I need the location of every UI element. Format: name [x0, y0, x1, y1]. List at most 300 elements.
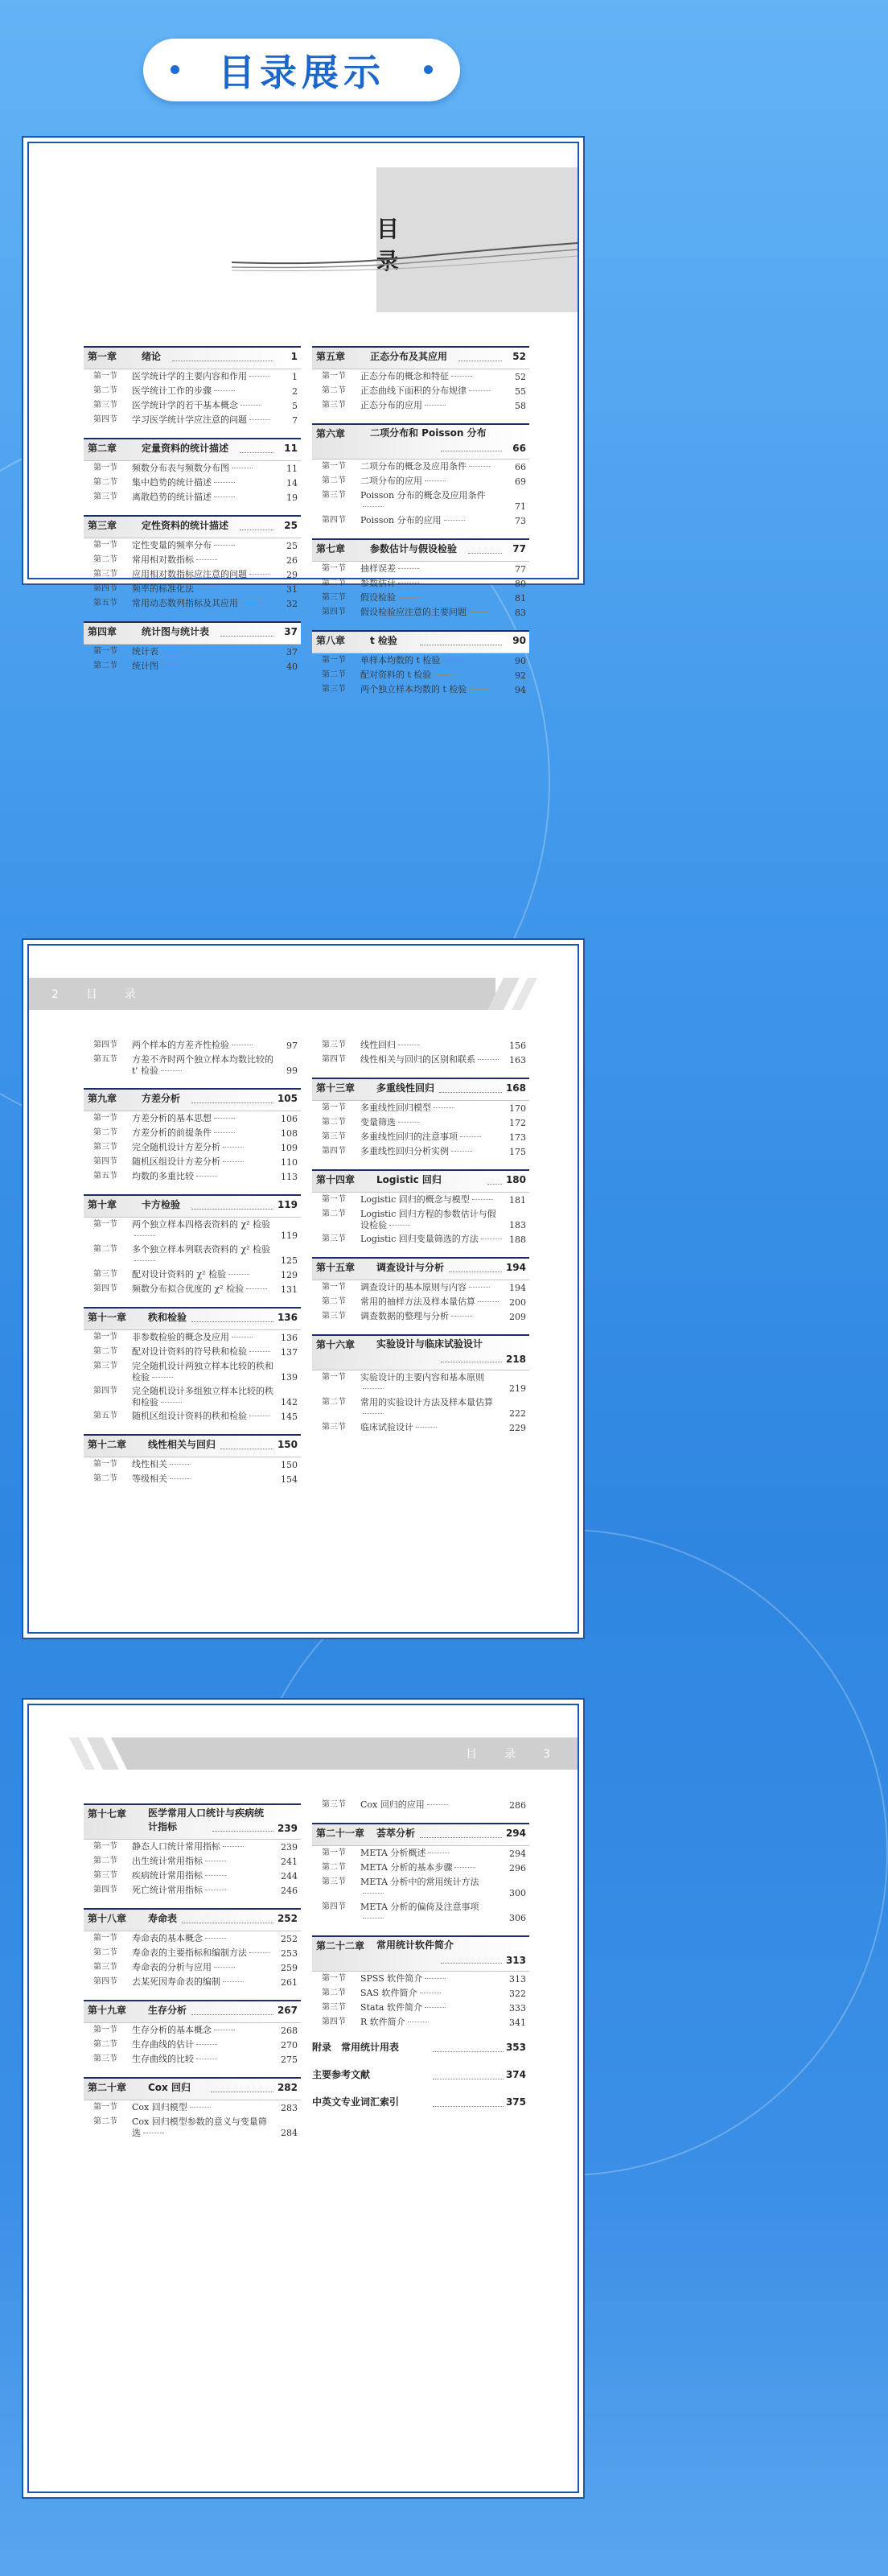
chapter-page: 150 — [277, 1439, 298, 1450]
section-number: 第二节 — [322, 670, 346, 679]
section-title: 变量筛选 — [360, 1117, 396, 1127]
section-page: 129 — [281, 1270, 298, 1280]
section-number: 第一节 — [93, 1460, 117, 1469]
leader-dots — [196, 2044, 217, 2045]
section-title: Poisson 分布的应用 — [360, 515, 442, 526]
section-page: 125 — [281, 1255, 298, 1266]
section-number: 第二节 — [322, 1398, 346, 1407]
section-number: 第四节 — [93, 1284, 117, 1293]
section-title: 非参数检验的概念及应用 — [132, 1332, 229, 1342]
chapter-title: 常用统计软件简介 — [376, 1939, 454, 1951]
section-number: 第一节 — [322, 1103, 346, 1112]
section-entry — [84, 1219, 301, 1242]
section-entry — [84, 2039, 301, 2051]
section-title: 去某死因寿命表的编制 — [132, 1976, 220, 1987]
leader-dots — [161, 1070, 182, 1071]
section-page: 172 — [509, 1118, 526, 1128]
section-title: 静态人口统计常用指标 — [132, 1841, 220, 1852]
section-title: 寿命表的分析与应用 — [132, 1962, 212, 1972]
section-page: 150 — [281, 1460, 298, 1470]
leader-dots — [444, 520, 465, 521]
toc-column-right — [312, 1032, 529, 1434]
chapter-title: 秩和检验 — [148, 1312, 187, 1323]
toc-column-right — [312, 1792, 529, 2111]
leader-dots — [196, 1176, 217, 1177]
section-entry — [84, 1976, 301, 1989]
page-number-header: 2 目 录 — [51, 988, 144, 1001]
chapter-page: 52 — [512, 351, 526, 362]
chapter-number: 第十四章 — [316, 1174, 356, 1185]
section-number: 第三节 — [322, 1132, 346, 1141]
section-entry — [312, 371, 529, 383]
chapter-title: 参数估计与假设检验 — [370, 543, 458, 554]
leader-dots — [249, 574, 270, 575]
section-title: 常用的抽样方法及样本量估算 — [360, 1296, 475, 1307]
leader-dots — [363, 1388, 384, 1389]
chapter-heading — [84, 2000, 301, 2022]
leader-dots — [469, 390, 490, 391]
section-entry — [84, 2116, 301, 2139]
leader-dots — [249, 419, 270, 420]
section-page: 222 — [509, 1408, 526, 1419]
section-title: 调查设计的基本原则与内容 — [360, 1282, 467, 1292]
section-number: 第四节 — [93, 1387, 117, 1395]
chapter-page: 119 — [277, 1199, 298, 1210]
chapter-heading — [312, 346, 529, 369]
chapter-heading — [84, 346, 301, 369]
section-entry — [312, 1040, 529, 1052]
section-title: 出生统计常用指标 — [132, 1856, 203, 1866]
section-page: 156 — [509, 1041, 526, 1051]
leader-dots — [214, 1132, 235, 1133]
section-title: 完全随机设计多组独立样本比较的秩和检验 — [132, 1386, 273, 1408]
leader-dots — [196, 559, 217, 560]
section-number: 第三节 — [322, 1877, 346, 1886]
section-page: 80 — [515, 579, 526, 589]
chapter-heading — [312, 423, 529, 459]
section-entry — [84, 492, 301, 504]
section-page: 270 — [281, 2040, 298, 2050]
section-title: 生存分析的基本概念 — [132, 2025, 212, 2035]
section-entry — [84, 1040, 301, 1052]
section-page: 275 — [281, 2055, 298, 2065]
leader-dots — [246, 1288, 267, 1289]
chapter-page: 66 — [512, 443, 526, 454]
section-number: 第二节 — [93, 1857, 117, 1865]
header-stripes-icon — [463, 978, 578, 1010]
leader-dots — [240, 603, 261, 604]
section-title: META 分析的偏倚及注意事项 — [360, 1902, 479, 1912]
leader-dots — [363, 1413, 384, 1414]
section-entry — [312, 1902, 529, 1924]
section-entry — [84, 1284, 301, 1296]
leader-dots — [433, 2106, 504, 2107]
page-header — [29, 978, 578, 1010]
section-title: 疾病统计常用指标 — [132, 1870, 203, 1881]
section-number: 第三节 — [93, 401, 117, 410]
section-title: SAS 软件简介 — [360, 1988, 417, 1998]
chapter-title: 卡方检验 — [142, 1199, 181, 1210]
chapter-heading — [84, 621, 301, 644]
section-page: 253 — [281, 1948, 298, 1959]
section-number: 第一节 — [93, 372, 117, 381]
section-page: 94 — [515, 685, 526, 695]
section-page: 29 — [286, 570, 298, 580]
section-number: 第二节 — [322, 1210, 346, 1218]
chapter-heading — [84, 1908, 301, 1931]
chapter-title: 荟萃分析 — [376, 1828, 416, 1839]
section-title: 频数分布拟合优度的 χ² 检验 — [132, 1284, 245, 1294]
section-number: 第一节 — [322, 372, 346, 381]
appendix-entry-page: 353 — [505, 2042, 526, 2053]
leader-dots — [425, 2007, 446, 2008]
section-entry — [84, 1933, 301, 1945]
section-number: 第四节 — [322, 608, 346, 616]
chapter-title: 线性相关与回归 — [148, 1439, 216, 1450]
section-page: 188 — [509, 1234, 526, 1245]
chapter-page: 168 — [505, 1082, 526, 1094]
section-entry — [312, 1194, 529, 1206]
section-entry — [312, 461, 529, 473]
chapter-page: 194 — [505, 1262, 526, 1273]
chapter-heading — [84, 515, 301, 538]
section-entry — [84, 554, 301, 567]
section-number: 第二节 — [93, 386, 117, 395]
section-title: 医学统计学的若干基本概念 — [132, 400, 238, 410]
section-number: 第三节 — [322, 1423, 346, 1432]
leader-dots — [220, 636, 273, 637]
section-page: 139 — [281, 1372, 298, 1383]
section-title: 假设检验应注意的主要问题 — [360, 607, 467, 617]
section-title: 线性相关 — [132, 1459, 167, 1469]
section-entry — [84, 1459, 301, 1471]
section-number: 第三节 — [93, 493, 117, 501]
section-number: 第四节 — [93, 1041, 117, 1049]
section-title: Stata 软件简介 — [360, 2002, 422, 2013]
section-entry — [84, 477, 301, 489]
section-entry — [84, 2025, 301, 2037]
chapter-number: 第二章 — [88, 443, 117, 454]
leader-dots — [134, 1260, 155, 1261]
chapter-heading — [84, 1088, 301, 1111]
appendix-entry-page: 374 — [505, 2069, 526, 2080]
chapter-page: 90 — [512, 635, 526, 646]
leader-dots — [214, 390, 235, 391]
section-title: Cox 回归的应用 — [360, 1799, 425, 1810]
section-page: 40 — [286, 662, 298, 672]
toc-column-right — [312, 335, 529, 696]
section-page: 110 — [281, 1157, 298, 1168]
section-number: 第一节 — [93, 1934, 117, 1943]
section-entry — [312, 1397, 529, 1420]
appendix-entry-page: 375 — [505, 2096, 526, 2108]
section-title: 常用的实验设计方法及样本量估算 — [360, 1397, 493, 1408]
section-number: 第四节 — [322, 1147, 346, 1156]
section-page: 32 — [286, 599, 298, 609]
leader-dots — [434, 1107, 454, 1108]
section-title: 常用相对数指标 — [132, 554, 194, 565]
section-title: 寿命表的基本概念 — [132, 1933, 203, 1943]
section-number: 第四节 — [93, 415, 117, 424]
section-page: 200 — [509, 1297, 526, 1308]
chapter-page: 1 — [290, 351, 298, 362]
toc-page-2 — [27, 944, 579, 1634]
leader-dots — [196, 588, 217, 589]
section-page: 163 — [509, 1055, 526, 1065]
section-title: 配对设计资料的符号秩和检验 — [132, 1346, 247, 1357]
leader-dots — [427, 1804, 448, 1805]
section-title: SPSS 软件简介 — [360, 1973, 423, 1984]
section-number: 第一节 — [93, 647, 117, 656]
section-page: 69 — [515, 476, 526, 487]
section-page: 119 — [281, 1230, 298, 1241]
section-number: 第三节 — [322, 2003, 346, 2012]
chapter-title: 医学常用人口统计与疾病统计指标 — [148, 1807, 265, 1832]
toc-page-1 — [27, 142, 579, 695]
section-page: 219 — [509, 1383, 526, 1394]
section-entry — [312, 1282, 529, 1294]
section-page: 71 — [515, 501, 526, 512]
header-stripes-icon — [29, 1737, 143, 1770]
chapter-number: 第二十二章 — [316, 1940, 365, 1952]
section-entry — [84, 2102, 301, 2114]
chapter-number: 第八章 — [316, 635, 346, 646]
chapter-heading — [312, 538, 529, 561]
leader-dots — [161, 1402, 182, 1403]
section-entry — [84, 1127, 301, 1140]
section-entry — [312, 385, 529, 398]
section-number: 第三节 — [93, 570, 117, 579]
section-entry — [312, 515, 529, 527]
section-entry — [312, 1988, 529, 2000]
page-number-header: 目 录 3 — [466, 1748, 558, 1761]
leader-dots — [425, 480, 446, 481]
section-page: 136 — [281, 1333, 298, 1343]
toc-column-left — [84, 1792, 301, 2139]
section-number: 第四节 — [93, 1977, 117, 1986]
chapter-title: Cox 回归 — [148, 2082, 191, 2093]
leader-dots — [161, 651, 182, 652]
leader-dots — [191, 1209, 273, 1210]
section-title: 统计表 — [132, 646, 158, 657]
section-page: 73 — [515, 516, 526, 526]
leader-dots — [214, 545, 235, 546]
section-page: 322 — [509, 1989, 526, 1999]
section-entry — [312, 1877, 529, 1899]
chapter-title: Logistic 回归 — [376, 1174, 442, 1185]
section-page: 109 — [281, 1143, 298, 1153]
section-number: 第一节 — [93, 1333, 117, 1342]
leader-dots — [433, 2051, 504, 2052]
toc-column-left — [84, 335, 301, 673]
chapter-heading — [312, 1257, 529, 1280]
section-page: 5 — [292, 401, 298, 411]
section-entry — [312, 1862, 529, 1874]
section-page: 252 — [281, 1934, 298, 1944]
leader-dots — [442, 660, 463, 661]
section-number: 第二节 — [93, 1347, 117, 1356]
chapter-title: 生存分析 — [148, 2005, 187, 2016]
section-number: 第一节 — [322, 1849, 346, 1857]
chapter-heading — [84, 1803, 301, 1839]
section-title: 等级相关 — [132, 1473, 167, 1484]
section-page: 1 — [292, 372, 298, 382]
leader-dots — [249, 1952, 270, 1953]
section-title: 两个样本的方差齐性检验 — [132, 1040, 229, 1050]
section-page: 11 — [286, 464, 298, 474]
section-number: 第四节 — [322, 2018, 346, 2026]
leader-dots — [363, 506, 384, 507]
section-entry — [312, 670, 529, 682]
chapter-page: 294 — [505, 1828, 526, 1839]
section-title: 多重线性回归的注意事项 — [360, 1131, 458, 1142]
leader-dots — [389, 1225, 410, 1226]
leader-dots — [451, 1316, 472, 1317]
leader-dots — [478, 1059, 499, 1060]
section-page: 261 — [281, 1977, 298, 1988]
section-number: 第三节 — [93, 1270, 117, 1279]
section-page: 90 — [515, 656, 526, 666]
banner-dot-icon — [171, 65, 179, 74]
section-page: 77 — [515, 564, 526, 575]
section-number: 第三节 — [93, 1963, 117, 1972]
section-page: 173 — [509, 1132, 526, 1143]
section-entry — [312, 490, 529, 513]
chapter-page: 267 — [277, 2005, 298, 2016]
chapter-title: 方差分析 — [142, 1093, 181, 1104]
leader-dots — [478, 1301, 499, 1302]
section-title: 均数的多重比较 — [132, 1171, 194, 1181]
leader-dots — [451, 1151, 472, 1152]
section-number: 第一节 — [93, 2026, 117, 2034]
section-entry — [84, 540, 301, 552]
section-number: 第二节 — [322, 1863, 346, 1872]
section-entry — [84, 2054, 301, 2066]
section-title: Logistic 回归变量筛选的方法 — [360, 1234, 479, 1244]
leader-dots — [416, 1427, 437, 1428]
leader-dots — [228, 1274, 249, 1275]
section-entry — [312, 1799, 529, 1811]
leader-dots — [191, 2014, 273, 2015]
chapter-heading — [312, 1334, 529, 1370]
section-page: 31 — [286, 584, 298, 595]
section-entry — [84, 569, 301, 581]
section-number: 第三节 — [322, 1041, 346, 1049]
section-title: 方差分析的前提条件 — [132, 1127, 212, 1138]
section-number: 第二节 — [322, 579, 346, 587]
section-title: 死亡统计常用指标 — [132, 1885, 203, 1895]
section-number: 第二节 — [93, 2040, 117, 2049]
section-page: 286 — [509, 1800, 526, 1811]
section-number: 第五节 — [93, 1172, 117, 1181]
chapter-number: 第十六章 — [316, 1339, 356, 1350]
leader-dots — [363, 1918, 384, 1919]
chapter-number: 第九章 — [88, 1093, 117, 1104]
chapter-number: 第六章 — [316, 428, 346, 439]
section-entry — [312, 1103, 529, 1115]
section-entry — [84, 1269, 301, 1281]
section-entry — [84, 414, 301, 427]
section-page: 341 — [509, 2018, 526, 2028]
chapter-title: 统计图与统计表 — [142, 626, 210, 637]
section-page: 14 — [286, 478, 298, 488]
section-page: 145 — [281, 1412, 298, 1422]
chapter-number: 第十章 — [88, 1199, 117, 1210]
section-page: 283 — [281, 2103, 298, 2113]
section-title: 正态曲线下面积的分布规律 — [360, 385, 467, 396]
banner-dot-icon — [424, 65, 433, 74]
section-number: 第三节 — [93, 1362, 117, 1370]
section-title: Logistic 回归的概念与模型 — [360, 1194, 470, 1205]
section-page: 92 — [515, 670, 526, 681]
section-number: 第二节 — [93, 662, 117, 670]
section-number: 第二节 — [322, 386, 346, 395]
leader-dots — [469, 1287, 490, 1288]
chapter-heading — [84, 1307, 301, 1329]
section-entry — [84, 1171, 301, 1183]
leader-dots — [214, 1967, 235, 1968]
section-page: 37 — [286, 647, 298, 657]
section-entry — [84, 1386, 301, 1408]
section-page: 7 — [292, 415, 298, 426]
chapter-heading — [312, 1823, 529, 1845]
section-title: 调查数据的整理与分析 — [360, 1311, 449, 1321]
section-title: 学习医学统计学应注意的问题 — [132, 414, 247, 425]
section-entry — [84, 1346, 301, 1358]
section-page: 170 — [509, 1103, 526, 1114]
leader-dots — [434, 674, 454, 675]
chapter-title: 定性资料的统计描述 — [142, 520, 229, 531]
section-entry — [84, 1332, 301, 1344]
section-number: 第三节 — [322, 1800, 346, 1809]
section-entry — [84, 1244, 301, 1267]
section-title: Cox 回归模型 — [132, 2102, 187, 2112]
section-title: 常用动态数列指标及其应用 — [132, 598, 238, 608]
leader-dots — [240, 405, 261, 406]
leader-dots — [454, 1867, 475, 1868]
section-page: 306 — [509, 1913, 526, 1923]
leader-dots — [152, 1377, 173, 1378]
section-title: 参数估计 — [360, 578, 396, 588]
section-title: 医学统计学的主要内容和作用 — [132, 371, 247, 381]
section-page: 194 — [509, 1283, 526, 1293]
section-page: 58 — [515, 401, 526, 411]
chapter-number: 第十一章 — [88, 1312, 127, 1323]
section-page: 175 — [509, 1147, 526, 1157]
section-title: 频率的标准化法 — [132, 583, 194, 594]
section-entry — [312, 476, 529, 488]
section-title: Poisson 分布的概念及应用条件 — [360, 490, 486, 501]
section-entry — [84, 583, 301, 596]
section-entry — [312, 1311, 529, 1323]
section-page: 296 — [509, 1863, 526, 1873]
chapter-number: 第二十章 — [88, 2082, 127, 2093]
appendix-entry — [312, 2042, 529, 2056]
section-number: 第二节 — [93, 1245, 117, 1254]
chapter-page: 252 — [277, 1913, 298, 1924]
section-entry — [312, 1973, 529, 1985]
banner — [143, 39, 460, 101]
section-page: 268 — [281, 2026, 298, 2036]
leader-dots — [223, 1846, 244, 1847]
section-title: 方差分析的基本思想 — [132, 1113, 212, 1123]
section-number: 第三节 — [322, 491, 346, 500]
chapter-page: 105 — [277, 1093, 298, 1104]
leader-dots — [170, 1464, 191, 1465]
section-title: 生存曲线的估计 — [132, 2039, 194, 2050]
chapter-number: 第十二章 — [88, 1439, 127, 1450]
chapter-title: 多重线性回归 — [376, 1082, 435, 1094]
